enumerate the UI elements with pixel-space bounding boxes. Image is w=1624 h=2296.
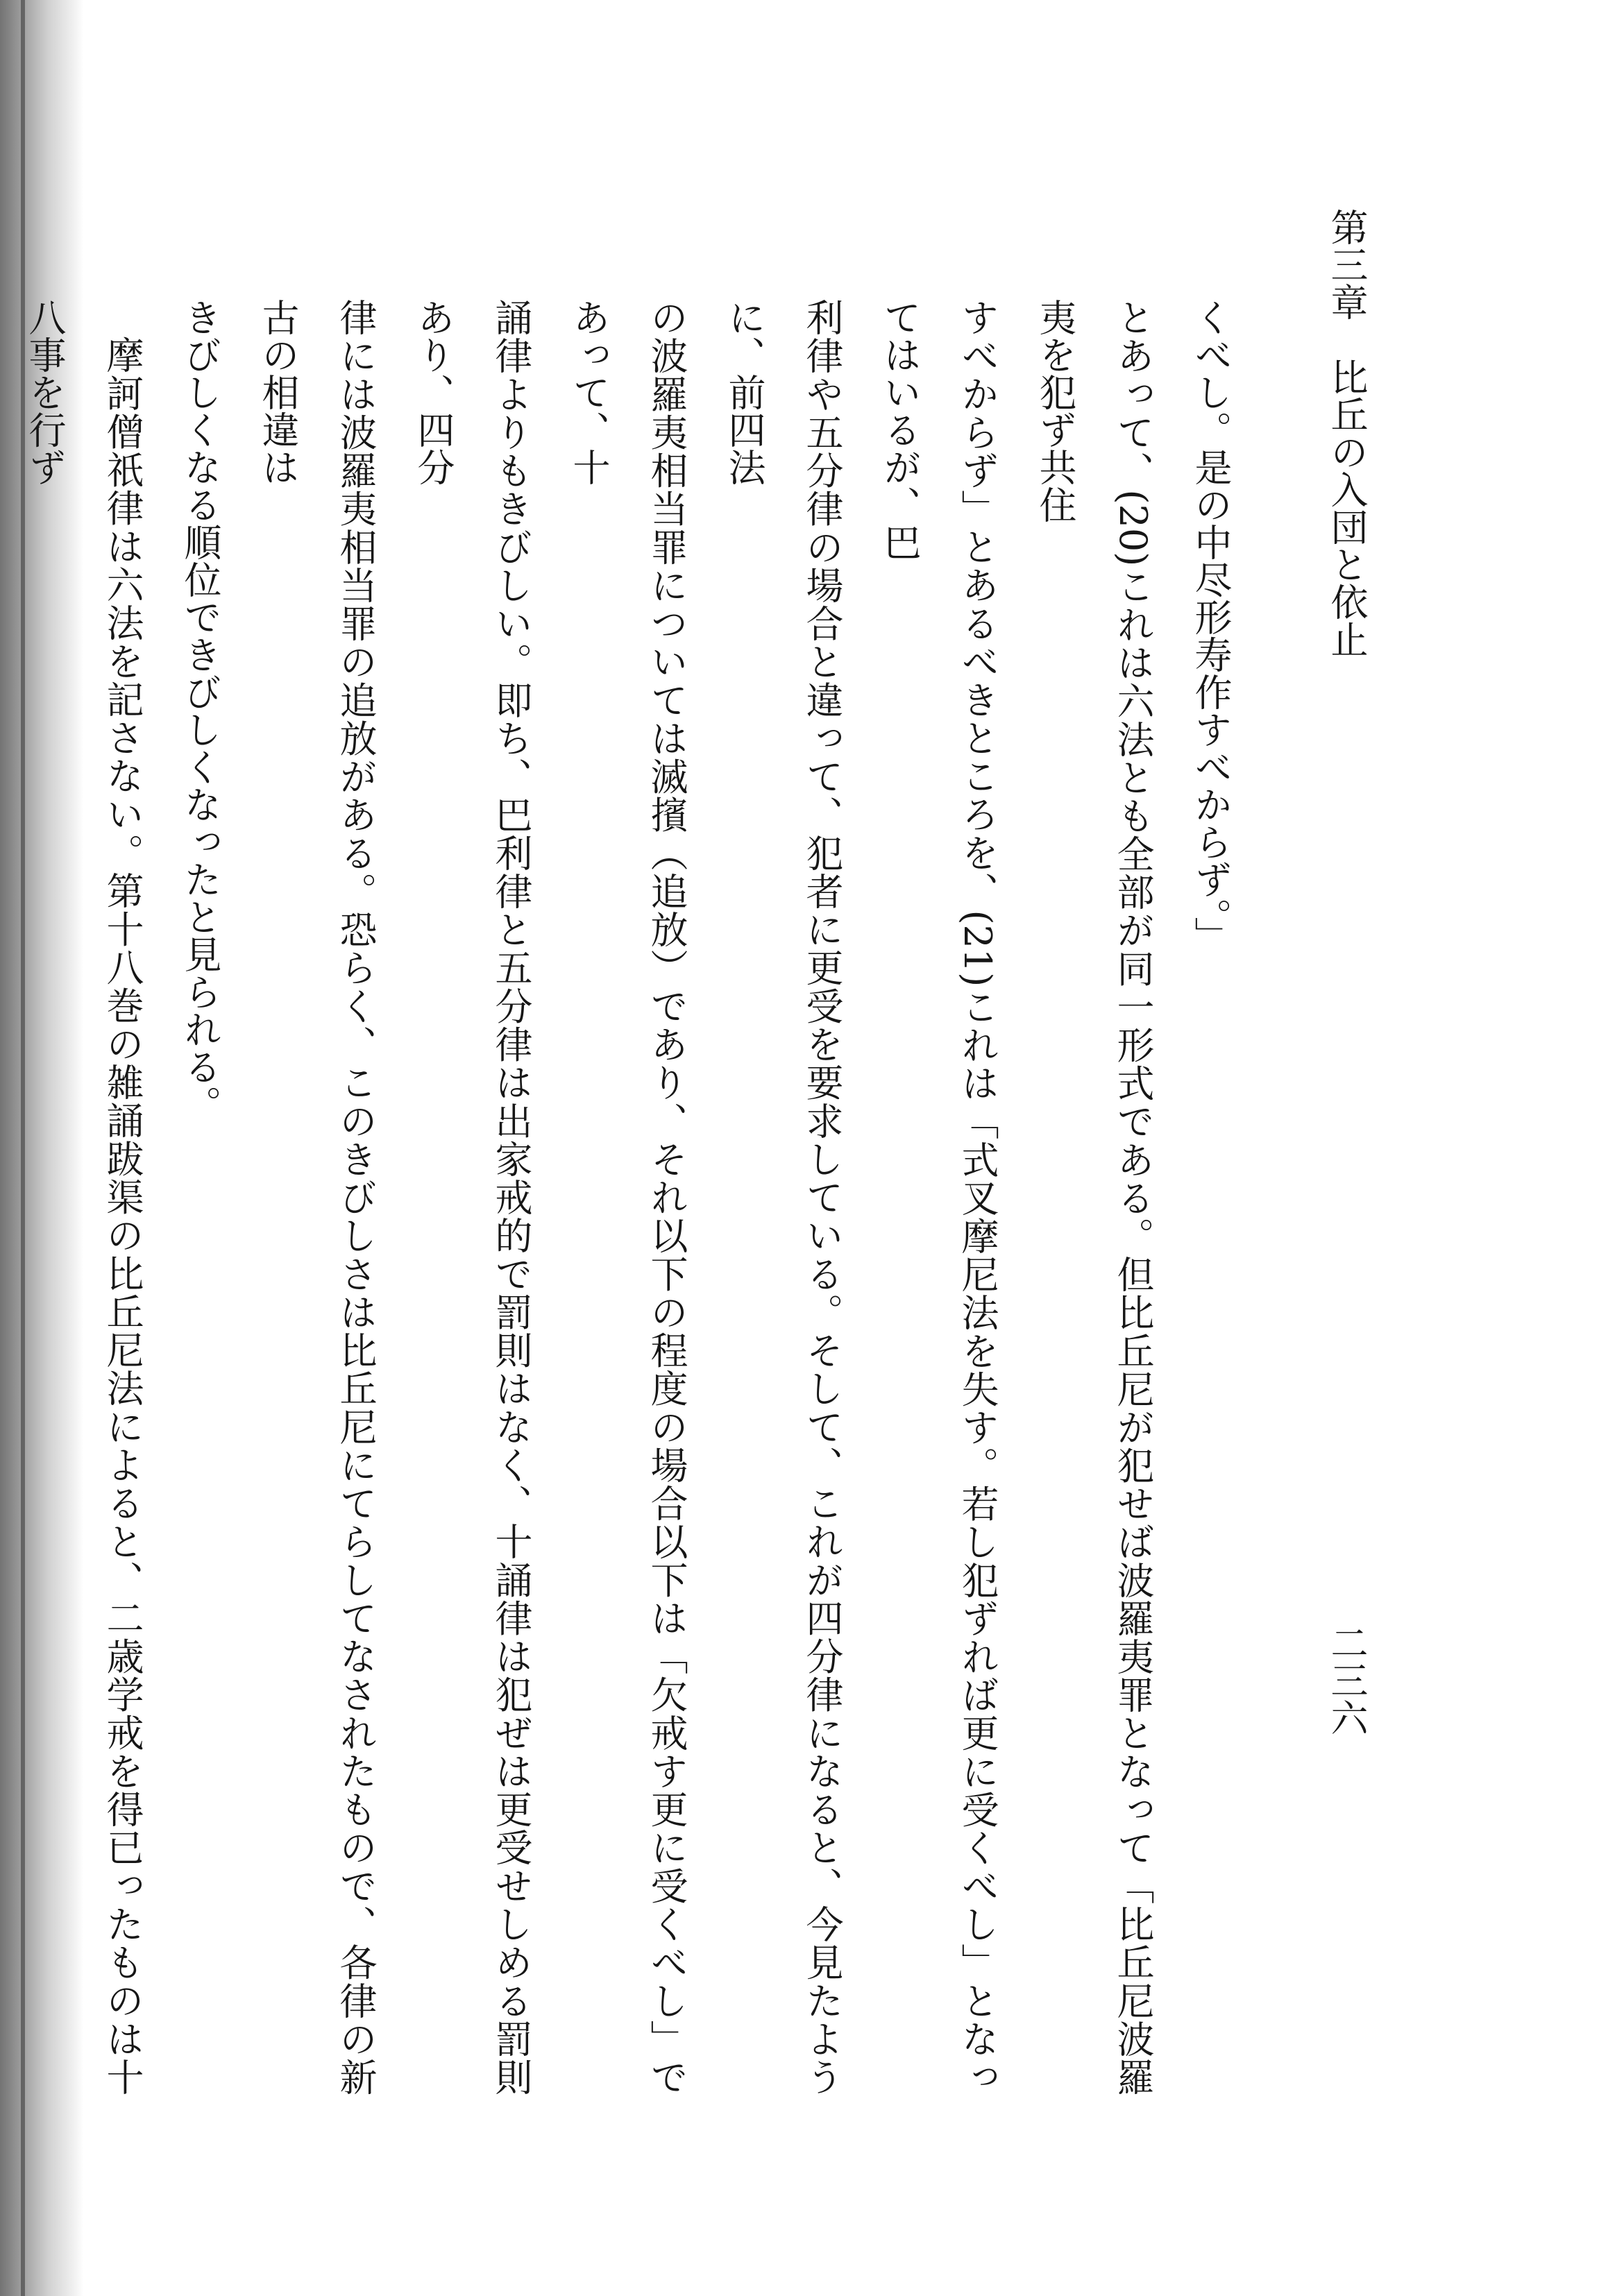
text-line: すべからず」とあるべきところを、(21)これは「式叉摩尼法を失す。若し犯ずれば更に受くべし」となってはいるが、巴	[878, 298, 999, 2095]
text-line: の波羅夷相当罪については滅擯（追放）であり、それ以下の程度の場合以下は「欠戒す更に受くべし」であって、十	[567, 298, 688, 2095]
running-head: 第三章 比丘の入団と依止	[1325, 208, 1369, 658]
text-line: 誦律よりもきびしい。即ち、巴利律と五分律は出家戒的で罰則はなく、十誦律は犯ぜは更受せしめる罰則あり、四分	[412, 298, 533, 2095]
text-line	[0, 298, 6, 2095]
text-line: 摩訶僧祇律は六法を記さない。第十八巻の雑誦跋渠の比丘尼法によると、二歳学戒を得已ったものは十八事を行ず	[23, 298, 144, 2095]
text-line: きびしくなる順位できびしくなったと見られる。	[178, 298, 222, 1123]
text-line: くべし。是の中尽形寿作すべからず。」	[1189, 298, 1233, 954]
body-text	[23, 298, 1249, 2096]
text-line: 利律や五分律の場合と違って、犯者に更受を要求している。そして、これが四分律になると、今見たように、前四法	[722, 298, 844, 2095]
text-line: 律には波羅夷相当罪の追放がある。恐らく、このきびしさは比丘尼にてらしてなされたもので、各律の新古の相違は	[256, 298, 378, 2096]
text-line: とあって、(20)これは六法とも全部が同一形式である。但比丘尼が犯せば波羅夷罪となって「比丘尼波羅夷を犯ず共住	[1033, 298, 1155, 2095]
page-number: 二三六	[1325, 1624, 1369, 1736]
